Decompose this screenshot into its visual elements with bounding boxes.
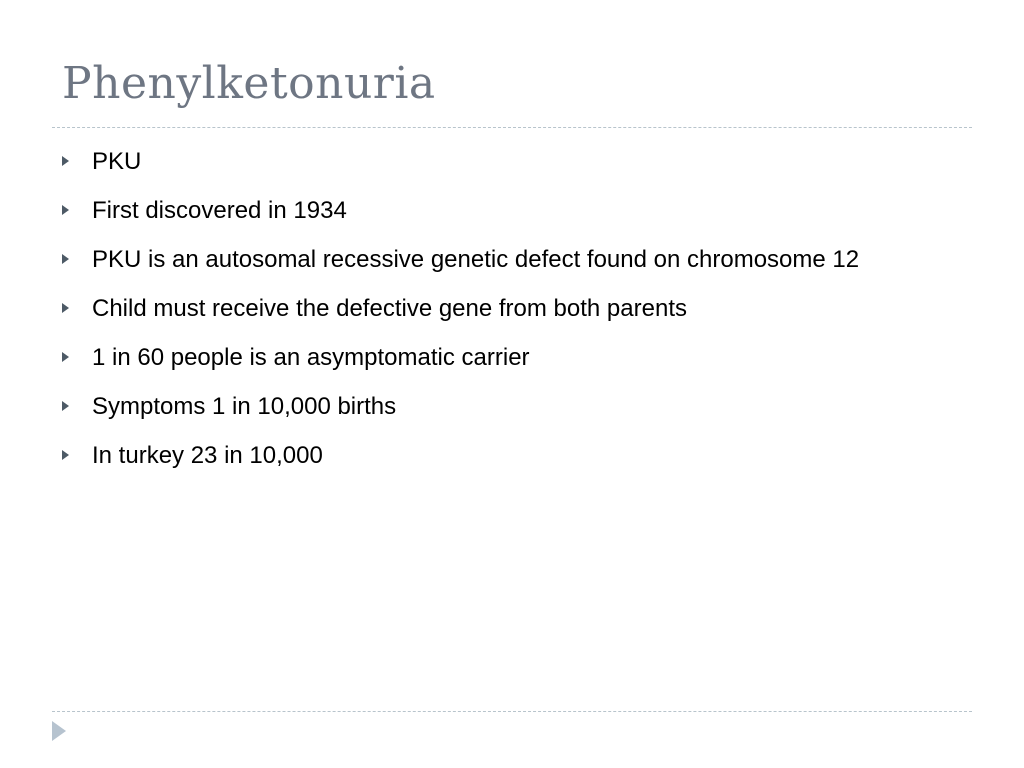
triangle-bullet-icon: [62, 303, 69, 313]
bullet-text: PKU is an autosomal recessive genetic defect found on chromosome 12: [92, 246, 860, 273]
bullet-text: First discovered in 1934: [92, 197, 347, 224]
triangle-bullet-icon: [62, 254, 69, 264]
triangle-bullet-icon: [62, 401, 69, 411]
bullet-item: [62, 439, 962, 472]
bullet-text: 1 in 60 people is an asymptomatic carrier: [92, 344, 530, 371]
triangle-bullet-icon: [62, 352, 69, 362]
bullet-item: [62, 292, 962, 325]
triangle-bullet-icon: [62, 450, 69, 460]
triangle-bullet-icon: [62, 205, 69, 215]
bullet-list: [62, 145, 962, 488]
footer-divider: [52, 711, 972, 712]
bullet-text: In turkey 23 in 10,000: [92, 442, 323, 469]
slide-title: Phenylketonuria: [62, 58, 436, 109]
bullet-text: Child must receive the defective gene from both parents: [92, 295, 687, 322]
bullet-item: [62, 243, 962, 276]
bullet-item: [62, 341, 962, 374]
bullet-item: [62, 145, 962, 178]
title-divider: [52, 127, 972, 128]
bullet-text: PKU: [92, 148, 142, 175]
bullet-item: [62, 194, 962, 227]
bullet-text: Symptoms 1 in 10,000 births: [92, 393, 397, 420]
bullet-item: [62, 390, 962, 423]
triangle-bullet-icon: [62, 156, 69, 166]
next-slide-arrow-icon[interactable]: [52, 721, 66, 741]
